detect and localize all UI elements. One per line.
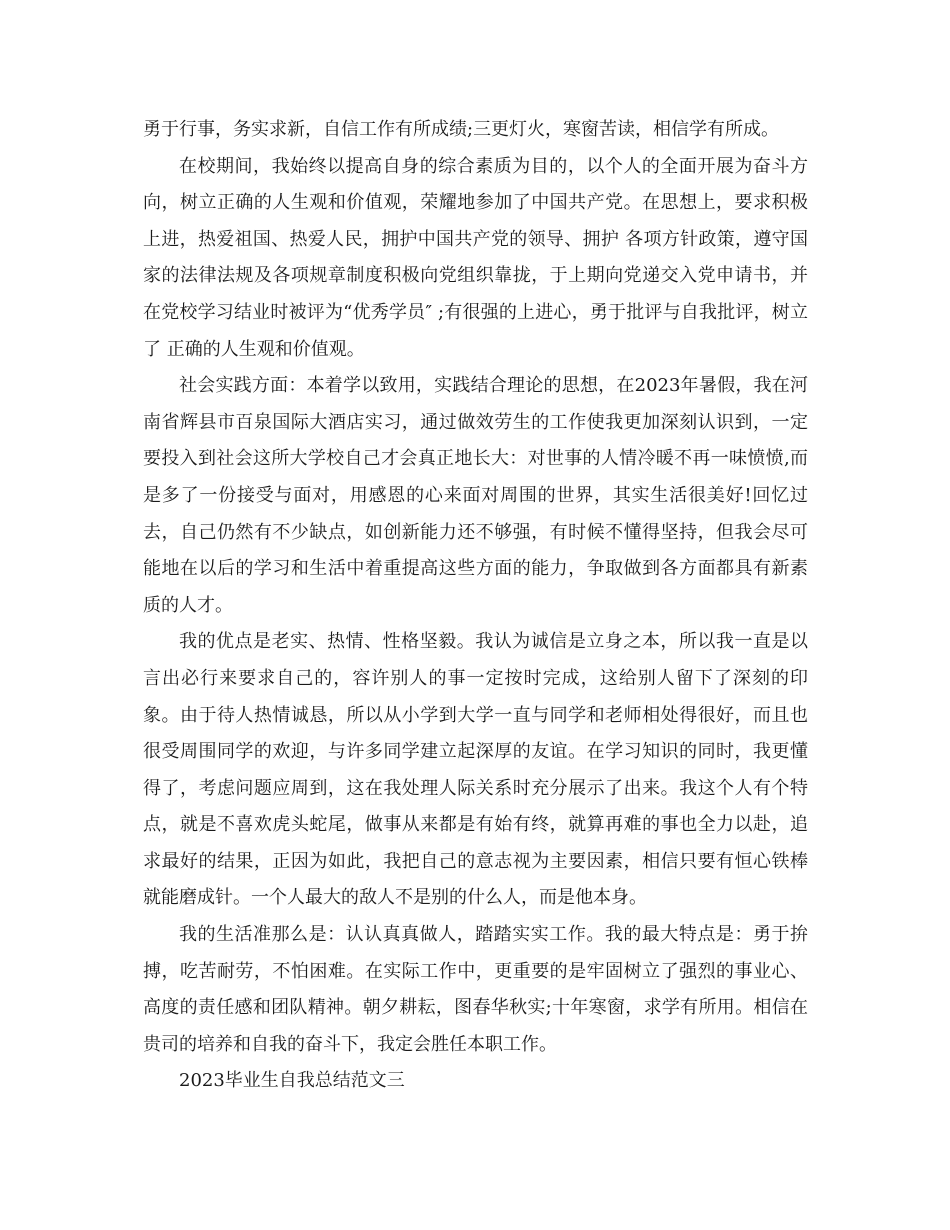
paragraph-school-period: 在校期间，我始终以提高自身的综合素质为目的，以个人的全面开展为奋斗方向，树立正确的人生观和价值观，荣耀地参加了中国共产党。在思想上，要求积极上进，热爱祖国、热爱人民，拥护中国共产党的领导、拥护 各项方针政策，遵守国家的法律法规及各项规章制度积极向党组织靠拢，于上期向党递交入党申请书，并在党校学习结业时被评为“优秀学员″ ;有很强的上进心，勇于批评与自我批评，树立了 正确的人生观和价值观。 [143, 155, 808, 360]
document-body [143, 112, 808, 1100]
paragraph-strengths: 我的优点是老实、热情、性格坚毅。我认为诚信是立身之本，所以我一直是以言出必行来要求自己的，容许别人的事一定按时完成，这给别人留下了深刻的印象。由于待人热情诚恳，所以从小学到大学一直与同学和老师相处得很好，而且也很受周围同学的欢迎，与许多同学建立起深厚的友谊。在学习知识的同时，我更懂得了，考虑问题应周到，这在我处理人际关系时充分展示了出来。我这个人有个特点，就是不喜欢虎头蛇尾，做事从来都是有始有终，就算再难的事也全力以赴，追求最好的结果，正因为如此，我把自己的意志视为主要因素，相信只要有恒心铁棒就能磨成针。一个人最大的敌人不是别的什么人，而是他本身。 [143, 631, 808, 909]
paragraph-social-practice: 社会实践方面：本着学以致用，实践结合理论的思想，在2023年暑假，我在河南省辉县市百泉国际大酒店实习，通过做效劳生的工作使我更加深刻认识到，一定要投入到社会这所大学校自己才会真正地长大：对世事的人情冷暖不再一味愤愤,而是多了一份接受与面对，用感恩的心来面对周围的世界，其实生活很美好!回忆过去，自己仍然有不少缺点，如创新能力还不够强，有时候不懂得坚持，但我会尽可能地在以后的学习和生活中着重提高这些方面的能力，争取做到各方面都具有新素质的人才。 [143, 375, 808, 616]
section-heading-sample-three: 2023毕业生自我总结范文三 [179, 1070, 405, 1092]
paragraph-life-principles: 我的生活准那么是：认认真真做人，踏踏实实工作。我的最大特点是：勇于拚搏，吃苦耐劳，不怕困难。在实际工作中，更重要的是牢固树立了强烈的事业心、高度的责任感和团队精神。朝夕耕耘，图春华秋实;十年寒窗，求学有所用。相信在贵司的培养和自我的奋斗下，我定会胜任本职工作。 [143, 924, 808, 1055]
paragraph-intro-continuation: 勇于行事，务实求新，自信工作有所成绩;三更灯火，寒窗苦读，相信学有所成。 [143, 119, 780, 140]
